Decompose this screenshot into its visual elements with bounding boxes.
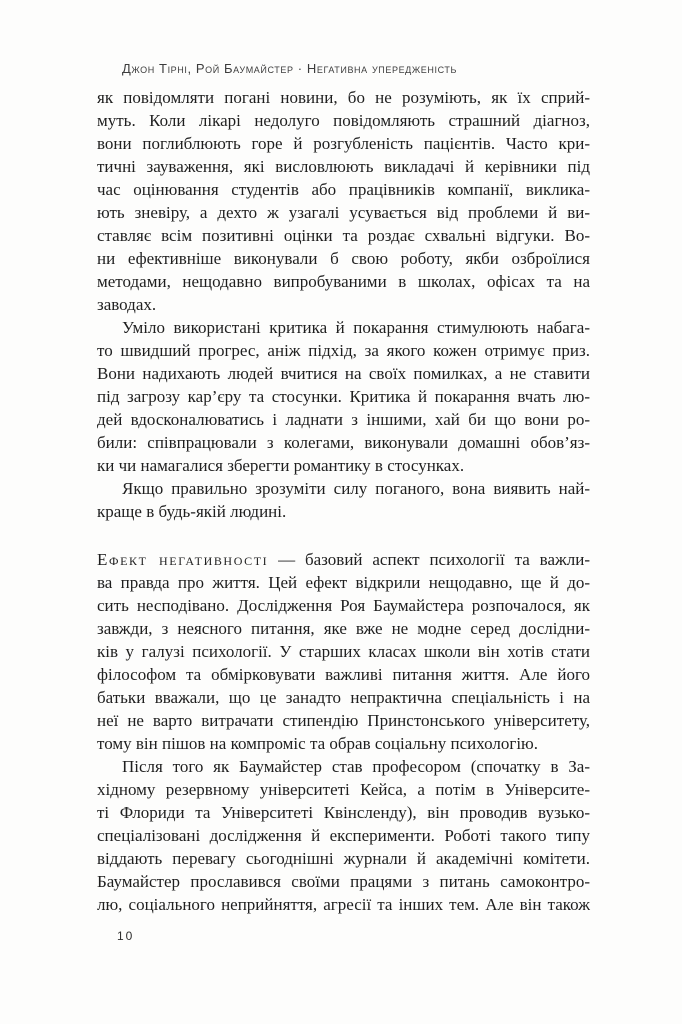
text-line: спеціалізовані дослідження й експерименти. Роботі такого типу [97,826,590,845]
text-line: ті Флориди та Університеті Квінсленду), він проводив вузько- [97,803,590,822]
text-line: ків у галузі психології. У старших класах школи він хотів стати [97,642,590,661]
text-line: ють зневіру, а дехто ж узагалі усувається від проблеми й ви- [97,203,590,222]
text-line: ставляє всім позитивні оцінки та роздає схвальні відгуки. Во- [97,226,590,245]
text-line: під загрозу кар’єру та стосунки. Критика й покарання вчать лю- [97,387,590,406]
section-1 [97,86,590,523]
text-line: то швидший прогрес, аніж підхід, за якого кожен отримує приз. [97,341,590,360]
text-line: Після того як Баумайстер став професором (спочатку в За- [122,757,590,776]
text-line [97,548,590,571]
running-header: Джон Тірні, Рой Баумайстер · Негативна упередженість [122,61,457,76]
body-text [97,86,590,916]
text-line: неї не варто витрачати стипендію Принстонського університету, [97,711,590,730]
text-line: віддають перевагу сьогоднішні журнали й академічні комітети. [97,849,590,868]
text-line: тичні зауваження, які висловлюють викладачі й керівники під [97,157,590,176]
text-line: завжди, з неясного питання, яке вже не модне серед дослідни- [97,619,590,638]
text-line: заводах. [97,295,157,314]
text-line: як повідомляти погані новини, бо не розуміють, як їх сприй- [97,88,590,107]
text-line: краще в будь-якій людині. [97,502,287,521]
text-line: лю, соціального неприйняття, агресії та інших тем. Але він також [97,895,590,914]
text-line: Баумайстер прославився своїми працями з питань самоконтро- [97,872,590,891]
text-line: тому він пішов на компроміс та обрав соціальну психологію. [97,734,538,753]
section-opener-smallcaps: Ефект негативності [97,550,269,569]
text-line: ни ефективніше виконували б свою роботу, якби озброїлися [97,249,590,268]
text-line: муть. Коли лікарі недолуго повідомляють страшний діагноз, [97,111,590,130]
text-line: філософом та обмірковувати важливі питання життя. Але його [97,665,590,684]
text-line: вони поглиблюють горе й розгубленість пацієнтів. Часто кри- [97,134,590,153]
text-line: били: співпрацювали з колегами, виконували домашні обов’яз- [97,433,590,452]
page-number: 10 [117,929,135,943]
text-line: ва правда про життя. Цей ефект відкрили нещодавно, ще й до- [97,573,590,592]
text-line: Уміло використані критика й покарання стимулюють набага- [122,318,590,337]
text-line: ки чи намагалися зберегти романтику в стосунках. [97,456,465,475]
section-2 [97,548,590,916]
text-line: батьки вважали, що це занадто непрактична спеціальність і на [97,688,590,707]
text-line: сить несподівано. Дослідження Роя Баумайстера розпочалося, як [97,596,590,615]
text-line: час оцінювання студентів або працівників компанії, виклика- [97,180,590,199]
text-line: хідному резервному університеті Кейса, а потім в Університе- [97,780,590,799]
text-line: Якщо правильно зрозуміти силу поганого, вона виявить най- [122,479,590,498]
text-line: методами, нещодавно випробуваними в школах, офісах та на [97,272,590,291]
text-line: Вони надихають людей вчитися на своїх помилках, а не ставити [97,364,590,383]
text-line: дей вдосконалюватись і ладнати з іншими, хай би що вони ро- [97,410,590,429]
section-opener-rest: — базовий аспект психології та важли- [268,550,590,569]
